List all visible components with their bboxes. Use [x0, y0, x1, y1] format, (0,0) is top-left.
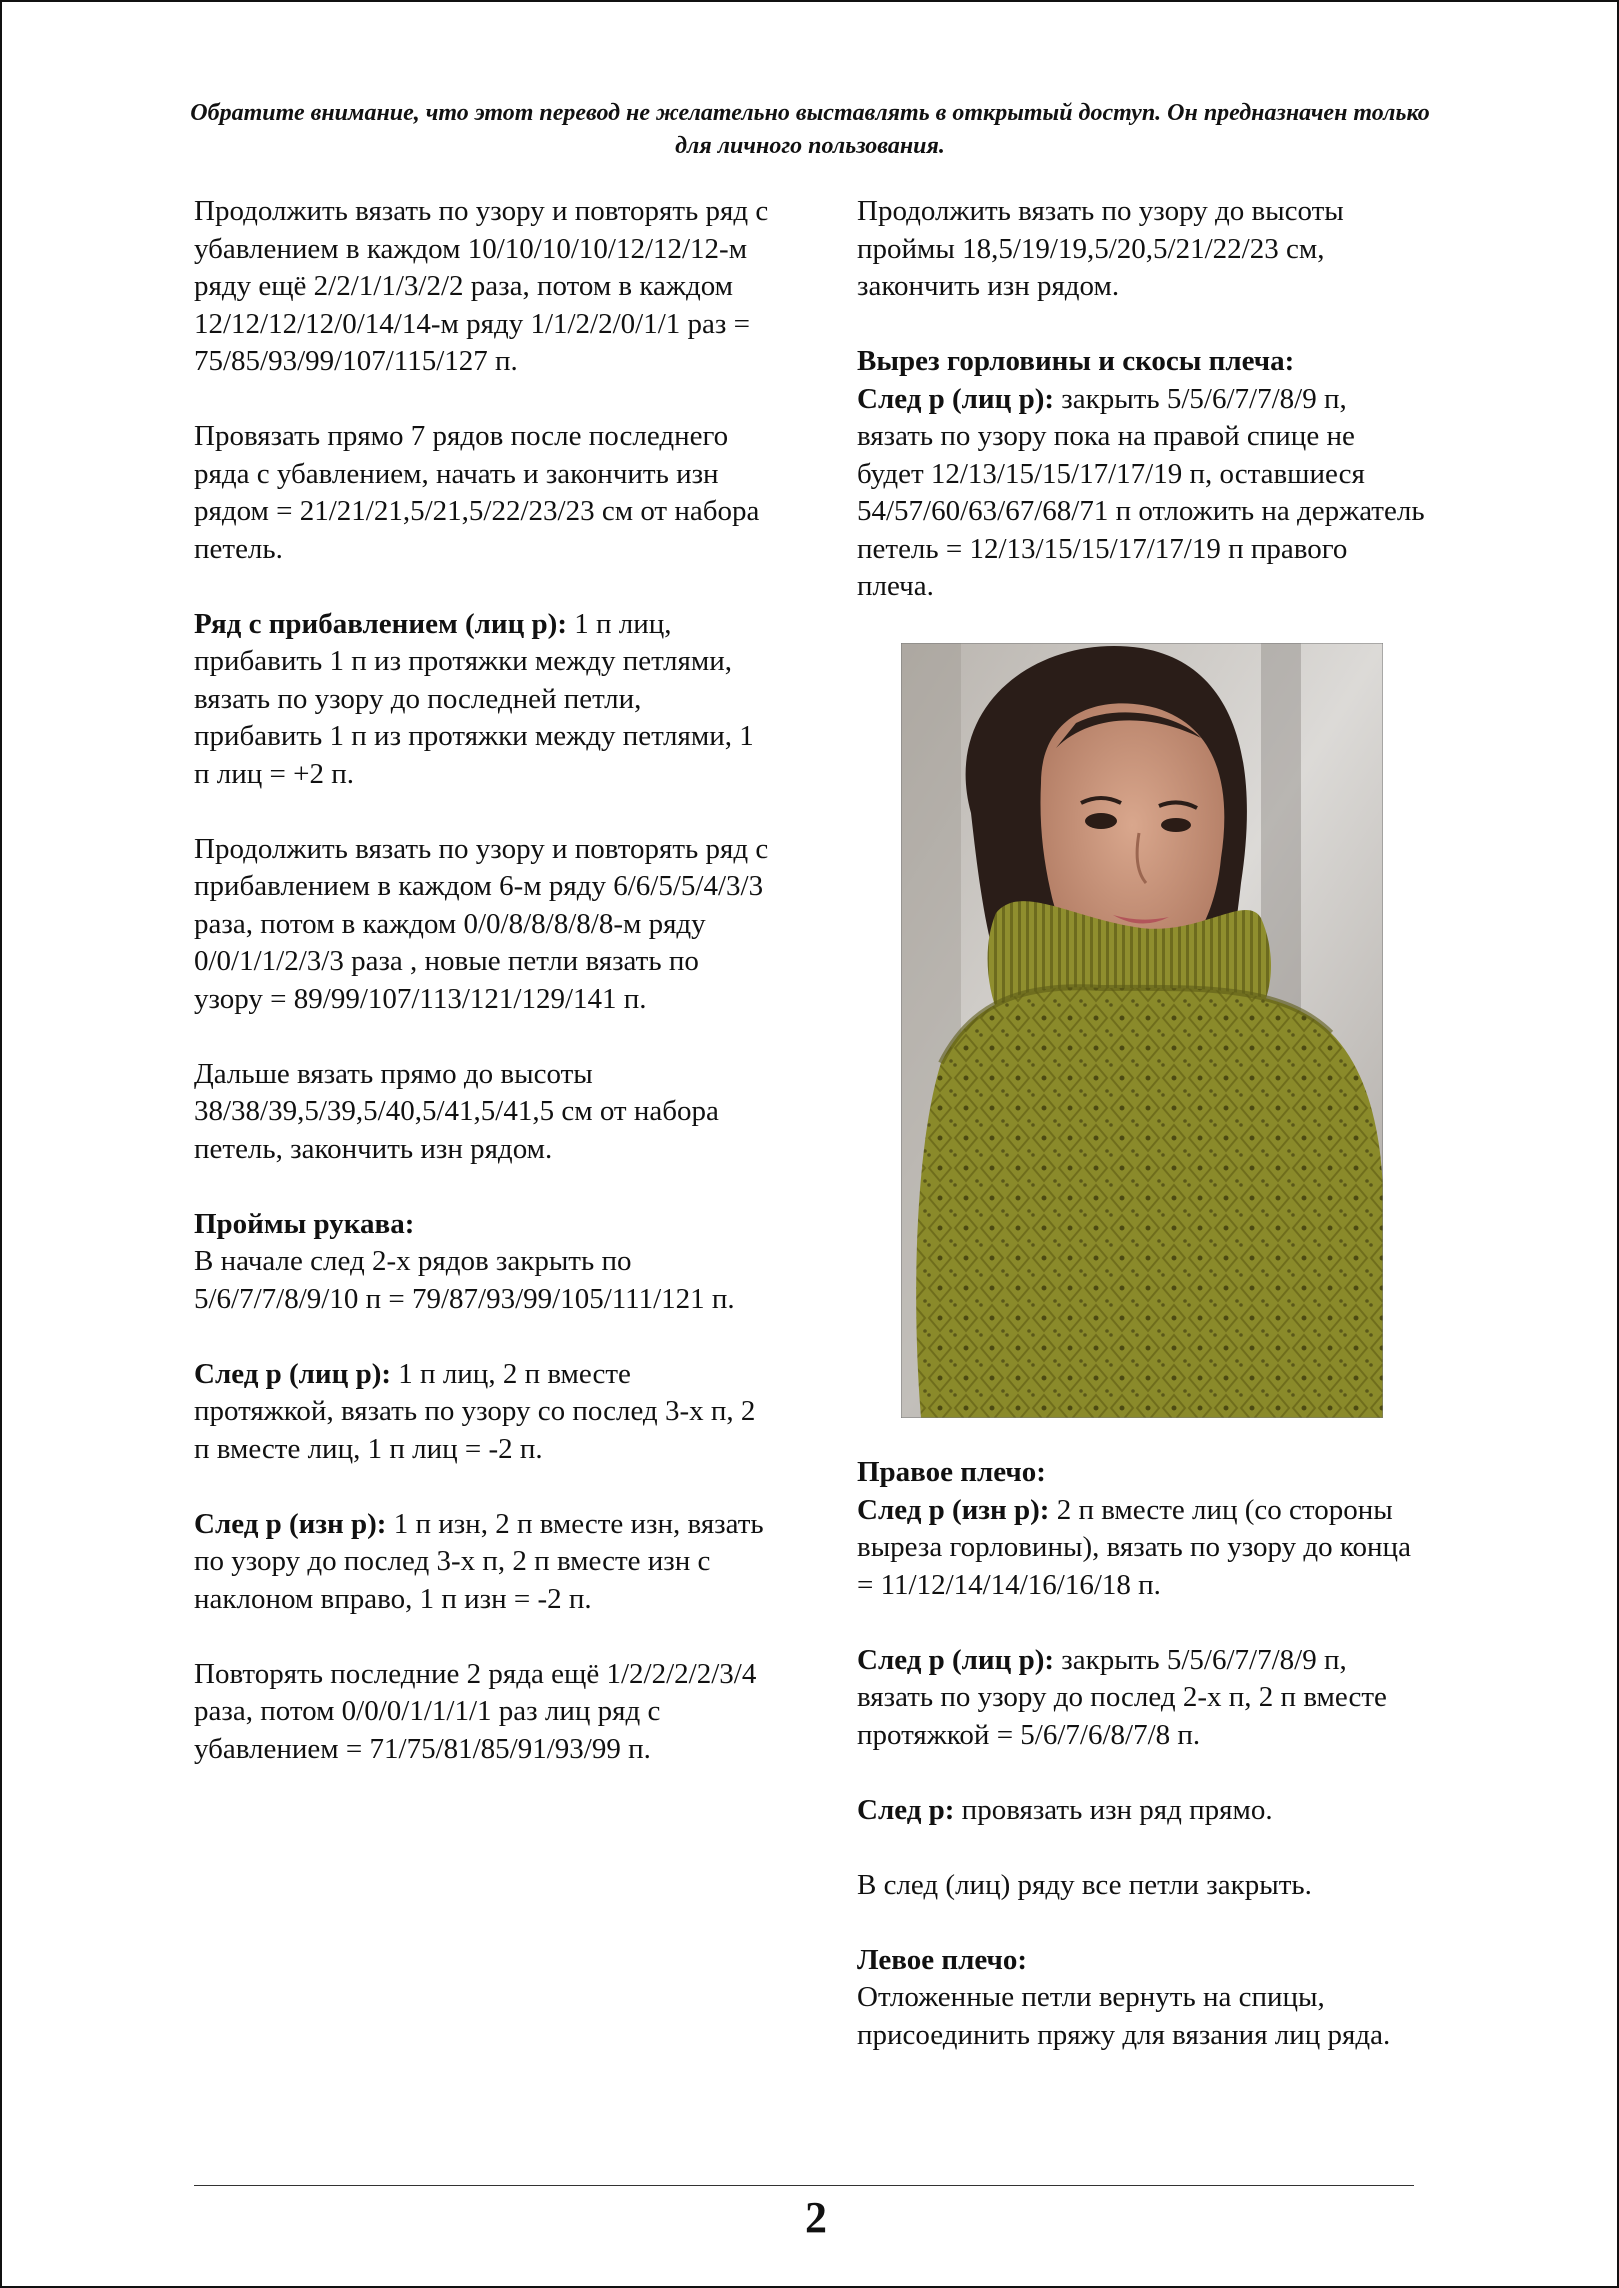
paragraph-next-row-ws	[194, 1506, 774, 1619]
next-row-bindoff-text: закрыть 5/5/6/7/7/8/9 п, вязать по узору до послед 2-х п, 2 п вместе протяжкой = 5/6/7/6/8/7/8 п.	[857, 1643, 1387, 1751]
paragraph-decrease-continue: Продолжить вязать по узору и повторять ряд с убавлением в каждом 10/10/10/10/12/12/12-м ряду ещё 2/2/1/1/3/2/2 раза, потом в каждом 12/12/12/12/0/14/14-м ряду 1/1/2/2/0/1/1 раз = 75/85/93/99/107/115/127 п.	[194, 195, 769, 377]
right-column	[857, 193, 1427, 2092]
paragraph-bind-off-all: В след (лиц) ряду все петли закрыть.	[857, 1868, 1312, 1901]
increase-row-heading: Ряд с прибавлением (лиц р):	[194, 607, 567, 640]
paragraph-armholes	[194, 1206, 774, 1319]
next-row-ws-heading: След р (изн р):	[194, 1507, 387, 1540]
paragraph-left-shoulder	[857, 1942, 1427, 2055]
left-shoulder-heading: Левое плечо:	[857, 1943, 1028, 1976]
increase-row-text: 1 п лиц, прибавить 1 п из протяжки между петлями, вязать по узору до последней петли, прибавить 1 п из протяжки между петлями, 1 п лиц = +2 п.	[194, 607, 754, 790]
paragraph-right-shoulder	[857, 1454, 1427, 1604]
privacy-notice: Обратите внимание, что этот перевод не желательно выставлять в открытый доступ. Он предназначен только для личного пользования.	[190, 100, 1430, 159]
paragraph-knit-straight: Дальше вязать прямо до высоты 38/38/39,5/39,5/40,5/41,5/41,5 см от набора петель, закончить изн рядом.	[194, 1057, 719, 1165]
left-column	[194, 193, 774, 1806]
right-shoulder-text: 2 п вместе лиц (со стороны выреза горловины), вязать по узору до конца = 11/12/14/14/16/16/18 п.	[857, 1493, 1411, 1601]
footer-divider	[194, 2185, 1414, 2186]
page-number: 2	[805, 2193, 827, 2242]
paragraph-straight-rows: Провязать прямо 7 рядов после последнего ряда с убавлением, начать и закончить изн рядом = 21/21/21,5/21,5/22/23/23 см от набора петель.	[194, 420, 760, 565]
next-row-bindoff-heading: След р (лиц р):	[857, 1643, 1055, 1676]
paragraph-repeat-rows: Повторять последние 2 ряда ещё 1/2/2/2/2/3/4 раза, потом 0/0/0/1/1/1/1 раз лиц ряд с убавлением = 71/75/81/85/91/93/99 п.	[194, 1657, 757, 1765]
next-row-rs-text: 1 п лиц, 2 п вместе протяжкой, вязать по узору со послед 3-х п, 2 п вместе лиц, 1 п лиц = -2 п.	[194, 1357, 756, 1465]
next-row-rs-heading: След р (лиц р):	[194, 1357, 392, 1390]
neckline-heading: Вырез горловины и скосы плеча:	[857, 345, 1295, 377]
paragraph-next-row-rs	[194, 1356, 774, 1469]
paragraph-increase-row	[194, 606, 774, 794]
lace-sweater	[916, 987, 1383, 1418]
next-row-purl-heading: След р:	[857, 1793, 955, 1826]
paragraph-next-row-purl	[857, 1792, 1427, 1830]
neckline-row-label: След р (лиц р):	[857, 382, 1055, 415]
model-photo	[901, 643, 1383, 1418]
next-row-ws-text: 1 п изн, 2 п вместе изн, вязать по узору до послед 3-х п, 2 п вместе изн с наклоном вправо, 1 п изн = -2 п.	[194, 1507, 764, 1615]
armholes-text: В начале след 2-х рядов закрыть по 5/6/7/7/8/9/10 п = 79/87/93/99/105/111/121 п.	[194, 1245, 735, 1315]
right-shoulder-heading: Правое плечо:	[857, 1456, 1046, 1488]
neckline-text: закрыть 5/5/6/7/7/8/9 п, вязать по узору пока на правой спице не будет 12/13/15/15/17/17/19 п, оставшиеся 54/57/60/63/67/68/71 п отложить на держатель петель = 12/13/15/15/17/17/19 п правого плеча.	[857, 382, 1425, 602]
paragraph-next-row-bindoff	[857, 1642, 1427, 1755]
next-row-purl-text: провязать изн ряд прямо.	[954, 1793, 1273, 1826]
paragraph-increase-continue: Продолжить вязать по узору и повторять ряд с прибавлением в каждом 6-м ряду 6/6/5/5/4/3/3 раза, потом в каждом 0/0/8/8/8/8/8-м ряду 0/0/1/1/2/3/3 раза , новые петли вязать по узору = 89/99/107/113/121/129/141 п.	[194, 832, 769, 1015]
paragraph-armhole-height: Продолжить вязать по узору до высоты проймы 18,5/19/19,5/20,5/21/22/23 см, закончить изн рядом.	[857, 195, 1344, 302]
paragraph-neckline	[857, 343, 1427, 606]
right-shoulder-row-label: След р (изн р):	[857, 1493, 1050, 1526]
armholes-heading: Проймы рукава:	[194, 1207, 415, 1240]
left-shoulder-text: Отложенные петли вернуть на спицы, присоединить пряжу для вязания лиц ряда.	[857, 1981, 1391, 2051]
